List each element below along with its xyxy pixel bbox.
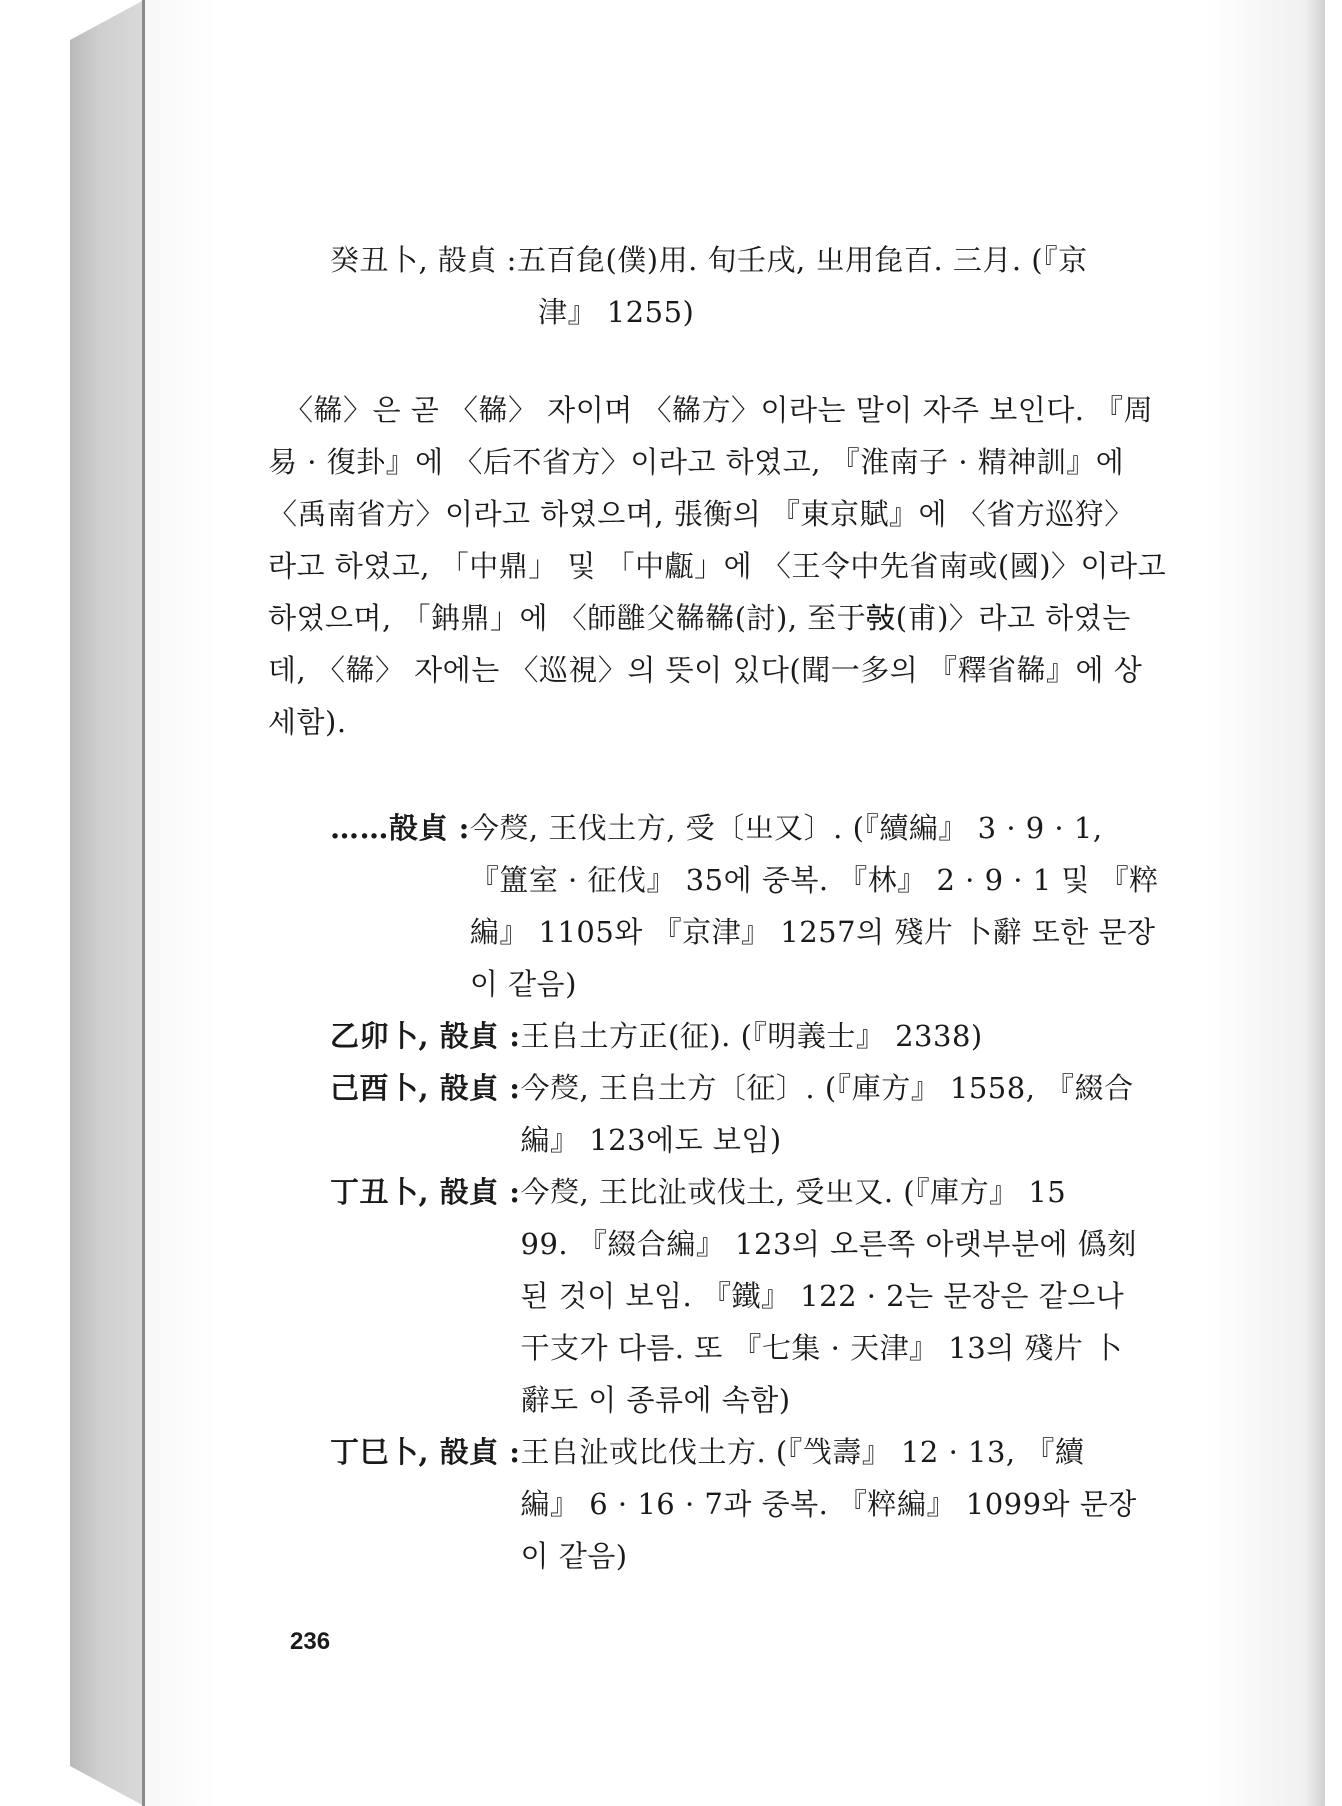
entry-line: 『簠室 · 征伐』 35에 중복. 『林』 2 · 9 · 1 및 『粹 (469, 863, 1159, 897)
entry-body (521, 1010, 1191, 1062)
quote-line: 津』 1255) (538, 295, 695, 329)
quote-row-1 (330, 234, 1190, 286)
quote-row-2 (330, 286, 1190, 338)
entry-line: 辭도 이 종류에 속함) (520, 1383, 791, 1417)
paragraph-line: 〈㣈〉은 곧 〈㣈〉 자이며 〈㣈方〉이라는 말이 자주 보인다. 『周 (284, 393, 1154, 427)
paragraph-line: 세함). (268, 705, 347, 739)
entry-line: 이 같음) (469, 967, 577, 1001)
entry-line: 99. 『綴合編』 123의 오른쪽 아랫부분에 僞刻 (520, 1227, 1137, 1261)
entry-line: 今𠭰, 王比沚戓伐土, 受㞢又. (『庫方』 15 (520, 1175, 1067, 1209)
paragraph-line: 하였으며, 「䤡鼎」에 〈師雝父㣈㣈(討), 至于𢾊(甫)〉라고 하였는 (268, 601, 1131, 635)
entry-body (470, 802, 1190, 1010)
oracle-entry (330, 1062, 1190, 1166)
oracle-entry (330, 1426, 1190, 1582)
oracle-entry (330, 1166, 1190, 1426)
entry-line: 今𠭰, 王𠂤土方〔征〕. (『庫方』 1558, 『綴合 (520, 1071, 1134, 1105)
paragraph-line: 데, 〈㣈〉 자에는 〈巡視〉의 뜻이 있다(聞一多의 『釋省㣈』에 상 (268, 653, 1143, 687)
oracle-quote-block (330, 234, 1190, 338)
oracle-entry (330, 1010, 1190, 1062)
quote-body (517, 234, 1190, 286)
entry-line: 編』 1105와 『京津』 1257의 殘片 卜辭 또한 문장 (469, 915, 1156, 949)
entry-line: 今𠭰, 王伐土方, 受〔㞢又〕. (『續編』 3 · 9 · 1, (469, 811, 1103, 845)
entry-head: 丁丑卜, 㱿貞 : (330, 1175, 521, 1209)
page-number: 236 (290, 1628, 331, 1655)
entry-line: 이 같음) (520, 1539, 628, 1573)
body-paragraph (268, 384, 1168, 748)
entry-line: 王𠂤沚戓比伐土方. (『㦰壽』 12 · 13, 『續 (520, 1435, 1085, 1469)
entry-line: 編』 6 · 16 · 7과 중복. 『粹編』 1099와 문장 (520, 1487, 1137, 1521)
entry-head: 己酉卜, 㱿貞 : (330, 1071, 521, 1105)
entry-body (521, 1166, 1191, 1426)
entry-head: ……㱿貞 : (330, 811, 470, 845)
entry-body (521, 1426, 1191, 1582)
entry-line: 編』 123에도 보임) (520, 1123, 782, 1157)
quote-head: 癸丑卜, 㱿貞 : (330, 243, 517, 277)
entry-line: 王𠂤土方正(征). (『明義士』 2338) (520, 1019, 983, 1053)
entry-line: 된 것이 보임. 『鐵』 122 · 2는 문장은 같으나 (520, 1279, 1125, 1313)
oracle-entries (330, 802, 1190, 1582)
entry-line: 干支가 다름. 또 『七集 · 天津』 13의 殘片 卜 (520, 1331, 1123, 1365)
book-spine (70, 0, 144, 1806)
entry-head: 乙卯卜, 㱿貞 : (330, 1019, 521, 1053)
paragraph-line: 라고 하였고, 「中鼎」 및 「中甗」에 〈王令中先省南或(國)〉이라고 (268, 549, 1167, 583)
paragraph-line: 〈禹南省方〉이라고 하였으며, 張衡의 『東京賦』에 〈省方巡狩〉 (268, 497, 1134, 531)
entry-body (521, 1062, 1191, 1166)
oracle-entry (330, 802, 1190, 1010)
entry-head: 丁巳卜, 㱿貞 : (330, 1435, 521, 1469)
page-right-shadow (1305, 0, 1325, 1806)
paragraph-line: 易 · 復卦』에 〈后不省方〉이라고 하였고, 『淮南子 · 精神訓』에 (268, 445, 1125, 479)
quote-line: 五百㲋(僕)用. 旬壬戌, 㞢用㲋百. 三月. (『京 (516, 243, 1088, 277)
